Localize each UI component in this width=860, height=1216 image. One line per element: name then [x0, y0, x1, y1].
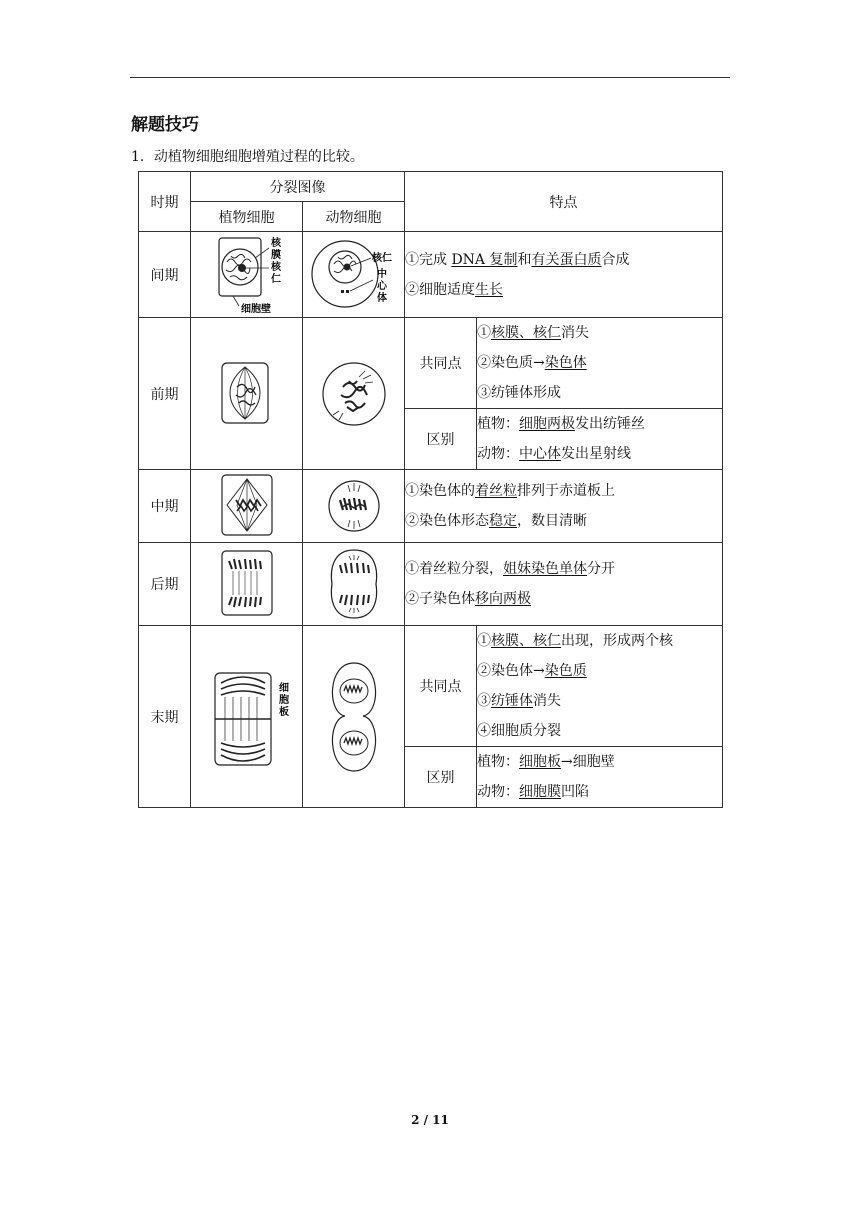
prophase-common-label: 共同点 — [405, 318, 477, 409]
label-cell-wall: 细胞壁 — [240, 303, 271, 315]
telophase-diff-label: 区别 — [405, 747, 477, 808]
page-number: 2 / 11 — [411, 1113, 449, 1127]
interphase-feature-2: ②细胞适度生长 — [405, 281, 503, 298]
prophase-diff-features — [477, 409, 723, 470]
label-cell-plate-2: 胞 — [278, 694, 289, 706]
prophase-diff-plant: 植物：细胞两极发出纺锤丝 — [477, 416, 645, 432]
interphase-feature-1: ①完成 DNA 复制和有关蛋白质合成 — [405, 251, 630, 268]
label-nuclear-2: 核 — [270, 261, 281, 273]
interphase-features — [405, 232, 723, 318]
prophase-diff-animal: 动物：中心体发出星射线 — [477, 446, 631, 462]
metaphase-feature-1: ①染色体的着丝粒排列于赤道板上 — [405, 483, 615, 499]
prophase-diff-label: 区别 — [405, 409, 477, 470]
metaphase-plant-cell-image — [191, 470, 303, 543]
intro-text: 1．动植物细胞细胞增殖过程的比较。 — [131, 149, 364, 165]
telophase-diff-plant: 植物：细胞板→细胞壁 — [477, 754, 615, 770]
prophase-plant-cell-image — [191, 318, 303, 470]
label-centrosome-2: 心 — [376, 280, 387, 292]
metaphase-features — [405, 470, 723, 543]
telophase-diff-animal: 动物：细胞膜凹陷 — [477, 784, 589, 800]
metaphase-feature-2: ②染色体形态稳定，数目清晰 — [405, 513, 587, 529]
header-features: 特点 — [405, 172, 723, 232]
anaphase-feature-1: ①着丝粒分裂，姐妹染色单体分开 — [405, 561, 615, 577]
anaphase-plant-cell-image — [191, 543, 303, 626]
label-nucleolus: 仁 — [270, 273, 281, 285]
prophase-animal-cell-image — [303, 318, 405, 470]
header-division-images: 分裂图像 — [191, 172, 405, 202]
header-rule — [130, 77, 730, 78]
anaphase-animal-cell-image — [303, 543, 405, 626]
label-cell-plate-1: 细 — [278, 682, 289, 694]
anaphase-features — [405, 543, 723, 626]
interphase-plant-cell-image — [191, 232, 303, 318]
period-metaphase: 中期 — [139, 470, 191, 543]
telophase-diff-features — [477, 747, 723, 808]
prophase-common-3: ③纺锤体形成 — [477, 385, 561, 401]
telophase-common-1: ①核膜、核仁出现，形成两个核 — [477, 633, 673, 649]
metaphase-animal-cell-image — [303, 470, 405, 543]
telophase-plant-cell-image — [191, 626, 303, 808]
header-animal-cell: 动物细胞 — [303, 202, 405, 232]
section-title: 解题技巧 — [131, 115, 199, 135]
telophase-common-label: 共同点 — [405, 626, 477, 747]
prophase-common-1: ①核膜、核仁消失 — [477, 325, 589, 341]
interphase-animal-cell-image — [303, 232, 405, 318]
telophase-common-4: ④细胞质分裂 — [477, 723, 561, 739]
label-nucleolus: 核仁 — [371, 252, 392, 264]
telophase-common-features — [477, 626, 723, 747]
label-nuclear-1: 核 — [270, 237, 281, 249]
period-prophase: 前期 — [139, 318, 191, 470]
anaphase-feature-2: ②子染色体移向两极 — [405, 591, 531, 607]
prophase-common-2: ②染色质→染色体 — [477, 355, 587, 371]
label-centrosome-1: 中 — [376, 268, 387, 280]
period-anaphase: 后期 — [139, 543, 191, 626]
period-telophase: 末期 — [139, 626, 191, 808]
header-period: 时期 — [139, 172, 191, 232]
telophase-common-2: ②染色体→染色质 — [477, 663, 587, 679]
label-cell-plate-3: 板 — [278, 706, 289, 718]
label-membrane: 膜 — [270, 249, 281, 261]
cell-division-comparison-table — [138, 171, 723, 808]
prophase-common-features — [477, 318, 723, 409]
period-interphase: 间期 — [139, 232, 191, 318]
telophase-common-3: ③纺锤体消失 — [477, 693, 561, 709]
label-centrosome-3: 体 — [376, 292, 387, 304]
telophase-animal-cell-image — [303, 626, 405, 808]
header-plant-cell: 植物细胞 — [191, 202, 303, 232]
